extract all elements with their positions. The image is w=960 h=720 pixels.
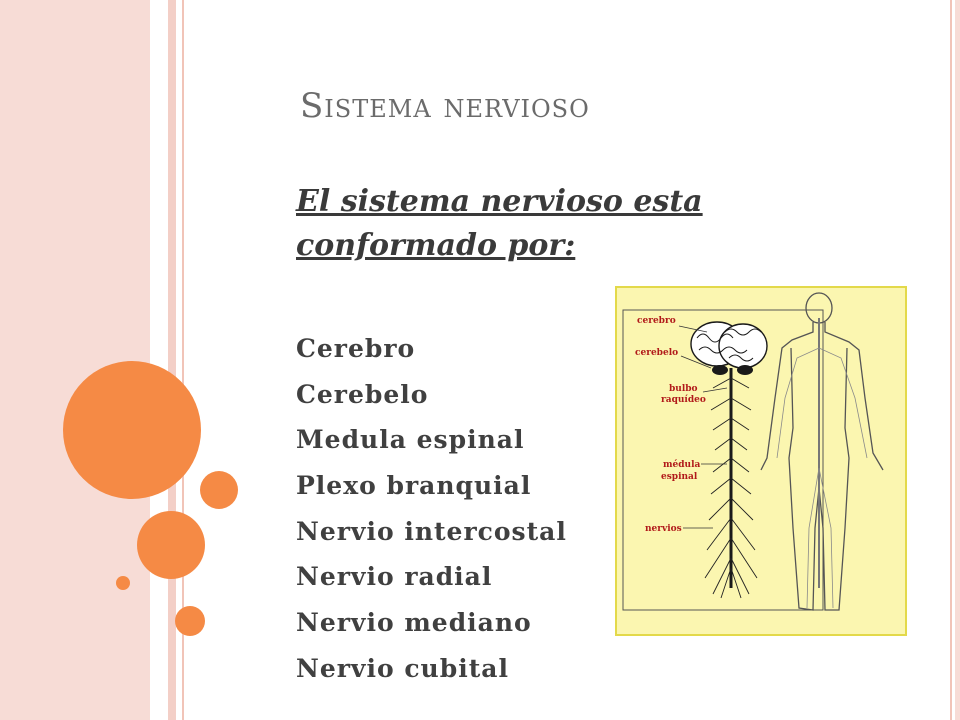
slide-title: Sistema nervioso: [300, 86, 590, 126]
slide-subtitle: El sistema nervioso esta conformado por:: [296, 184, 703, 263]
label-espinal: espinal: [661, 472, 698, 482]
right-decor-line: [950, 0, 952, 720]
label-bulbo: bulbo: [669, 384, 698, 394]
nervous-system-list: [296, 326, 567, 692]
list-item: Cerebelo: [296, 379, 429, 409]
label-raquideo: raquídeo: [661, 395, 706, 405]
left-decor-gap: [150, 0, 168, 720]
decor-circle-small-2: [175, 606, 205, 636]
nervous-system-illustration: [615, 286, 907, 636]
label-cerebro: cerebro: [637, 316, 676, 326]
list-item: Plexo branquial: [296, 471, 532, 501]
list-item: Nervio intercostal: [296, 516, 567, 546]
list-item: Nervio radial: [296, 562, 493, 592]
list-item: Cerebro: [296, 334, 416, 363]
label-cerebelo: cerebelo: [635, 348, 679, 358]
decor-circle-medium: [137, 511, 205, 579]
list-item: Nervio mediano: [296, 608, 532, 638]
decor-circle-tiny: [116, 576, 130, 590]
label-medula: médula: [663, 460, 701, 470]
right-decor-band: [955, 0, 960, 720]
decor-circle-large: [63, 361, 201, 499]
left-decor-band: [0, 0, 150, 720]
list-item: Nervio cubital: [296, 653, 509, 683]
decor-circle-small: [200, 471, 238, 509]
left-decor-stripe: [168, 0, 176, 720]
list-item: Medula espinal: [296, 425, 525, 455]
nervous-system-drawing: [617, 288, 905, 634]
label-nervios: nervios: [645, 524, 682, 534]
